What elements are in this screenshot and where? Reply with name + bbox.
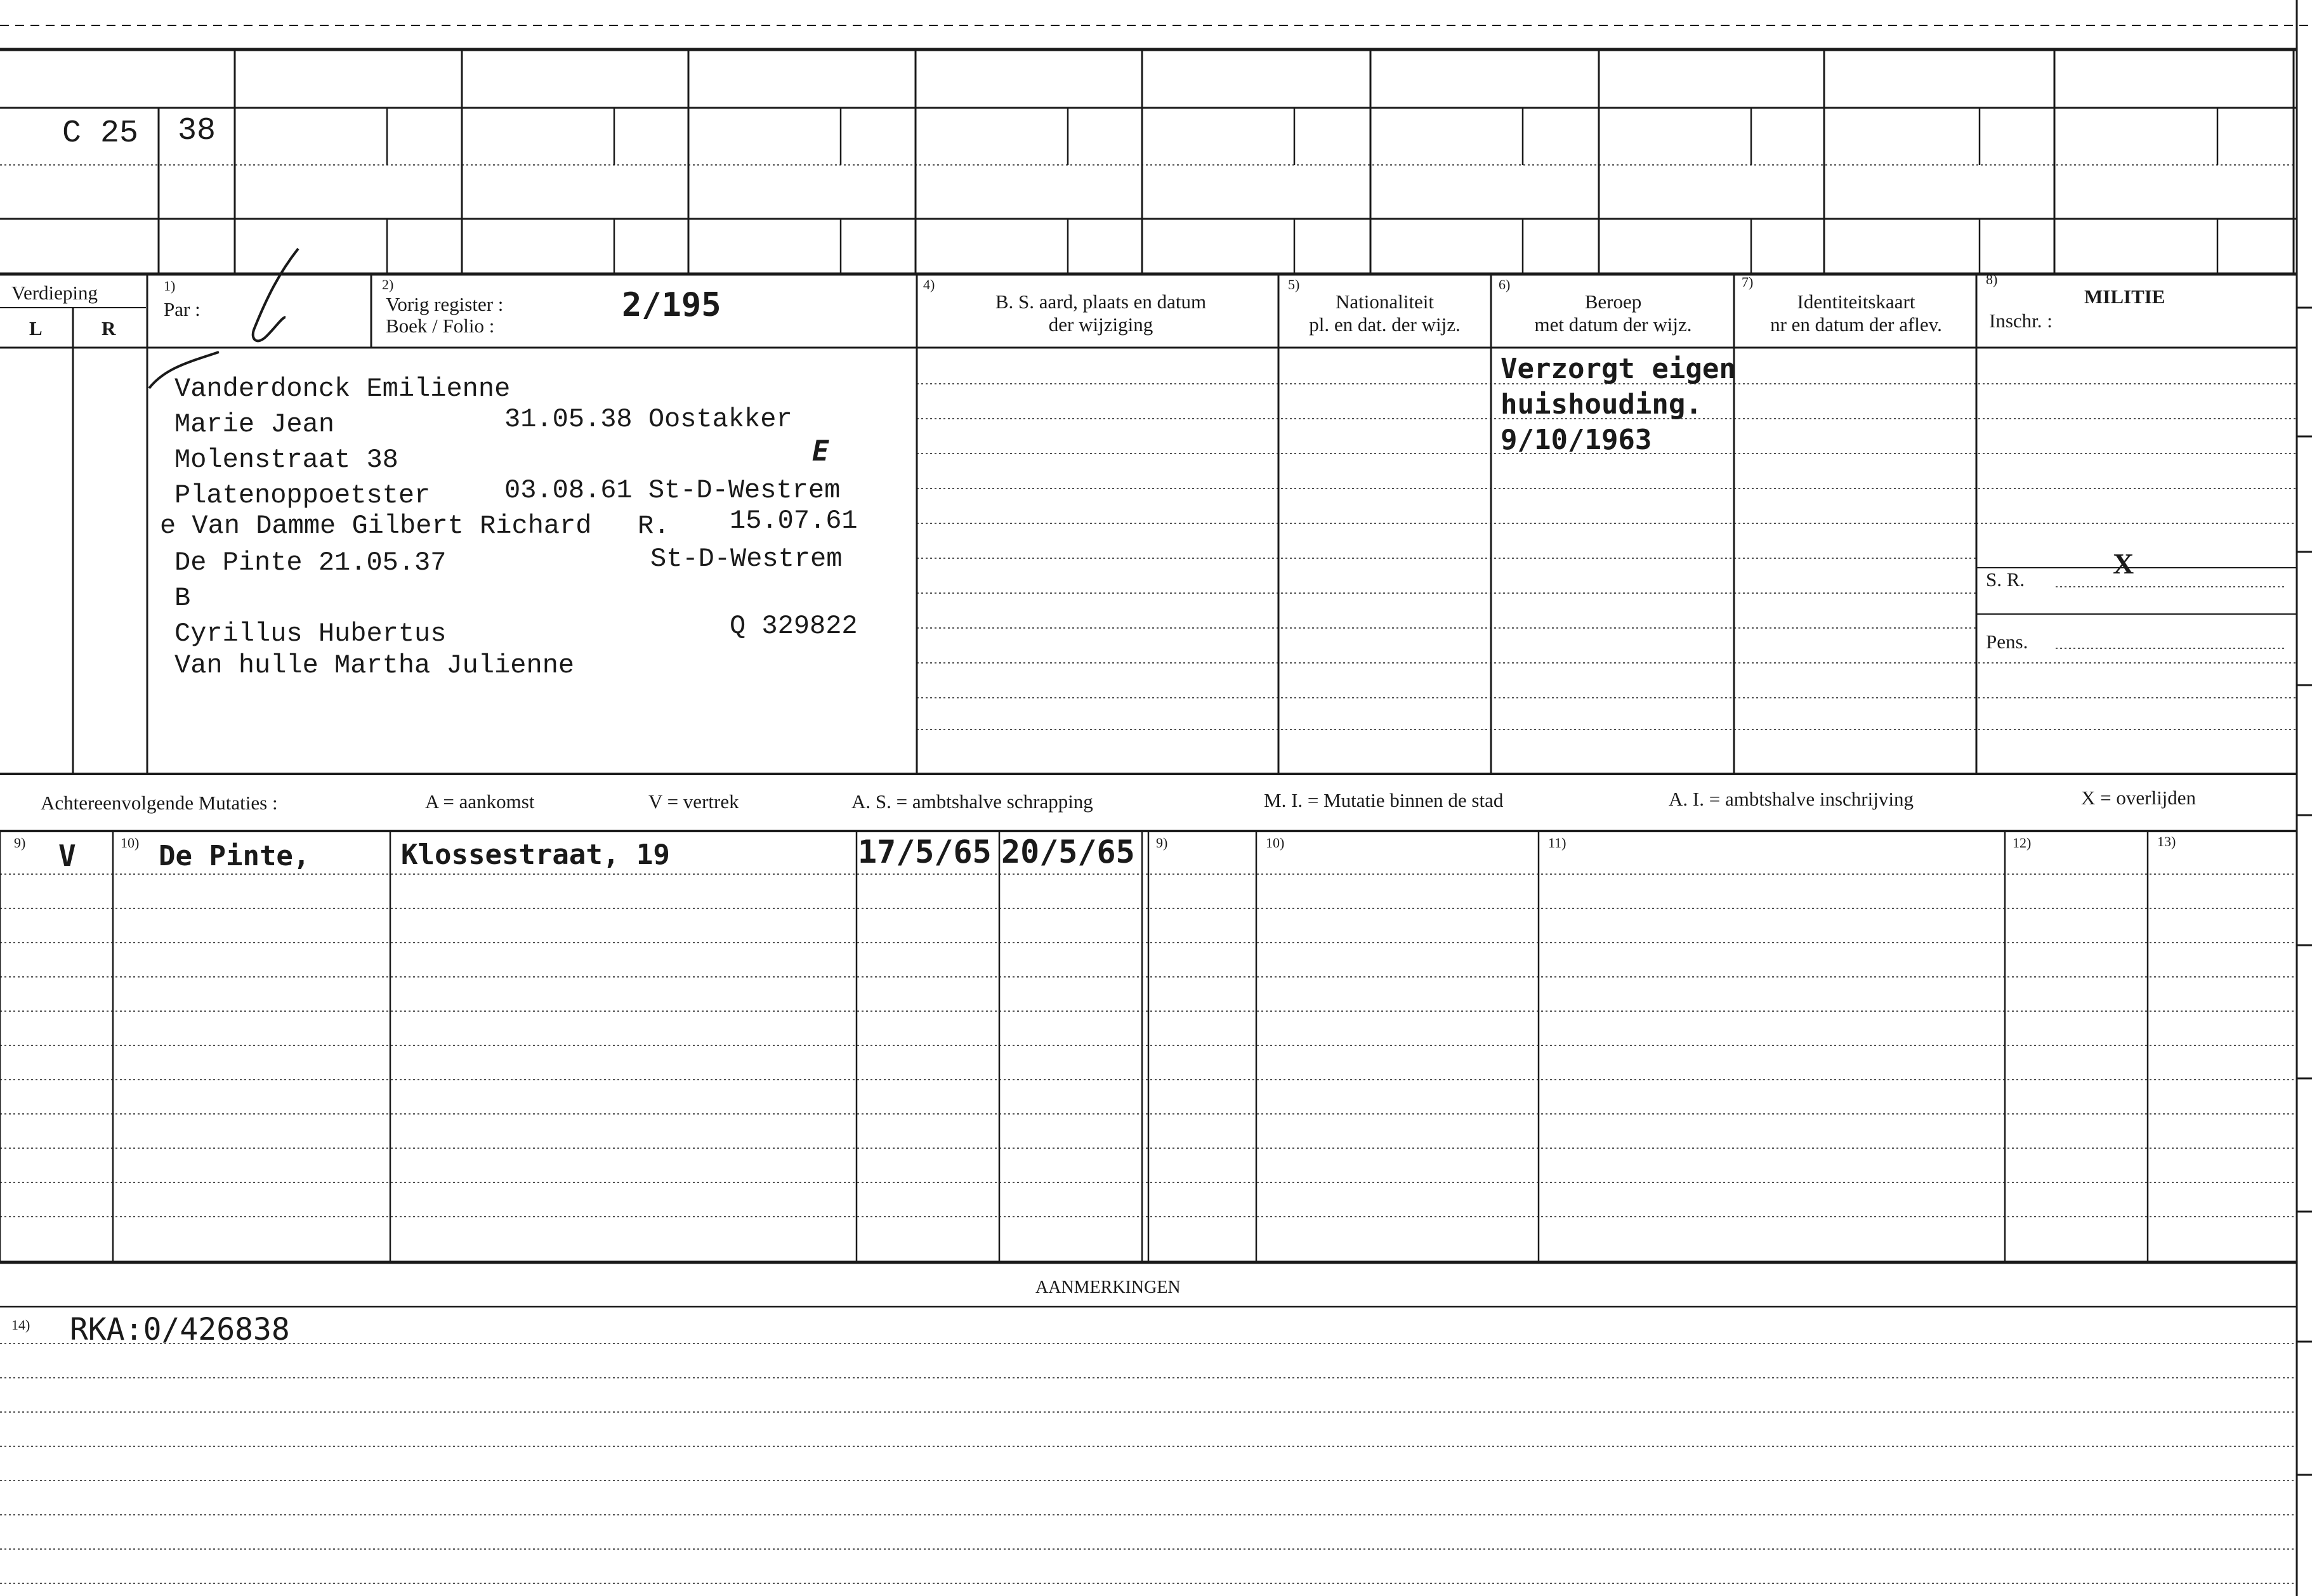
vorig-register-label: Vorig register : (386, 293, 504, 315)
footnote-1: 1) (164, 278, 176, 294)
column-5-header: Nationaliteit pl. en dat. der wijz. (1309, 291, 1461, 336)
footnote-7: 7) (1742, 274, 1754, 290)
mutation-col-10: 10) (121, 835, 140, 851)
mutation-date-1: 17/5/65 (858, 834, 992, 870)
column-l-label: L (29, 317, 43, 339)
legend-v: V = vertrek (648, 790, 739, 813)
card-number: 38 (178, 113, 216, 149)
remarks-value: RKA:0/426838 (70, 1312, 290, 1347)
column-4-header: B. S. aard, plaats en datum der wijziging (995, 291, 1207, 336)
column-r-label: R (102, 317, 116, 339)
mutation-type: V (58, 839, 76, 873)
person-line: Q 329822 (730, 611, 858, 641)
person-line: Marie Jean (174, 409, 335, 440)
mutation-street: Klossestraat, 19 (401, 839, 670, 871)
person-line: e Van Damme Gilbert Richard (160, 511, 592, 541)
person-line: Cyrillus Hubertus (174, 618, 447, 649)
boek-folio-label: Boek / Folio : (386, 315, 495, 337)
inschr-label: Inschr. : (1989, 310, 2053, 332)
mutation-col-13: 13) (2157, 834, 2176, 849)
vorig-register-value: 2/195 (622, 286, 721, 324)
footnote-8: 8) (1986, 271, 1998, 287)
militie-label: MILITIE (2084, 285, 2165, 308)
person-line: St-D-Westrem (650, 544, 843, 574)
person-line: De Pinte 21.05.37 (174, 547, 447, 578)
mutation-date-2: 20/5/65 (1001, 834, 1135, 870)
person-line: B (174, 583, 191, 613)
mutation-col-12: 12) (2013, 835, 2032, 851)
person-line: Van hulle Martha Julienne (174, 650, 575, 681)
card-code: C 25 (62, 115, 139, 152)
legend-mi: M. I. = Mutatie binnen de stad (1264, 789, 1504, 811)
pens-label: Pens. (1986, 631, 2028, 653)
occupation-line: Verzorgt eigen (1501, 353, 1736, 385)
occupation-line: huishouding. (1501, 388, 1702, 421)
mutations-title: Achtereenvolgende Mutaties : (41, 792, 278, 814)
legend-x: X = overlijden (2081, 787, 2197, 809)
person-line: 03.08.61 St-D-Westrem (504, 475, 841, 506)
footnote-5: 5) (1288, 277, 1300, 292)
mutation-place: De Pinte, (159, 840, 310, 872)
legend-a: A = aankomst (425, 790, 535, 813)
footnote-14: 14) (11, 1317, 30, 1333)
person-line: 15.07.61 (730, 506, 858, 536)
occupation-line: 9/10/1963 (1501, 424, 1652, 456)
person-line: Vanderdonck Emilienne (174, 374, 511, 404)
column-7-header: Identiteitskaart nr en datum der aflev. (1770, 291, 1942, 336)
mutation-col-9: 9) (14, 835, 26, 851)
person-line: 31.05.38 Oostakker (504, 404, 792, 435)
sr-label: S. R. (1986, 568, 2025, 591)
person-line: R. (638, 511, 670, 541)
footnote-2: 2) (382, 277, 394, 292)
handwritten-mark: E (812, 435, 829, 468)
mutation-col-10b: 10) (1266, 835, 1285, 851)
column-6-header: Beroep met datum der wijz. (1534, 291, 1692, 336)
legend-ai: A. I. = ambtshalve inschrijving (1669, 788, 1914, 810)
par-label: Par : (164, 298, 200, 320)
mutation-col-11: 11) (1548, 835, 1567, 851)
person-line: Molenstraat 38 (174, 445, 398, 475)
footnote-6: 6) (1499, 277, 1511, 292)
person-line: Platenoppoetster (174, 480, 431, 511)
legend-as: A. S. = ambtshalve schrapping (851, 790, 1093, 813)
mutation-col-9b: 9) (1156, 835, 1168, 851)
footnote-4: 4) (923, 277, 935, 292)
remarks-title: AANMERKINGEN (1035, 1278, 1181, 1297)
verdieping-label: Verdieping (11, 282, 98, 304)
sr-value: X (2113, 547, 2134, 580)
